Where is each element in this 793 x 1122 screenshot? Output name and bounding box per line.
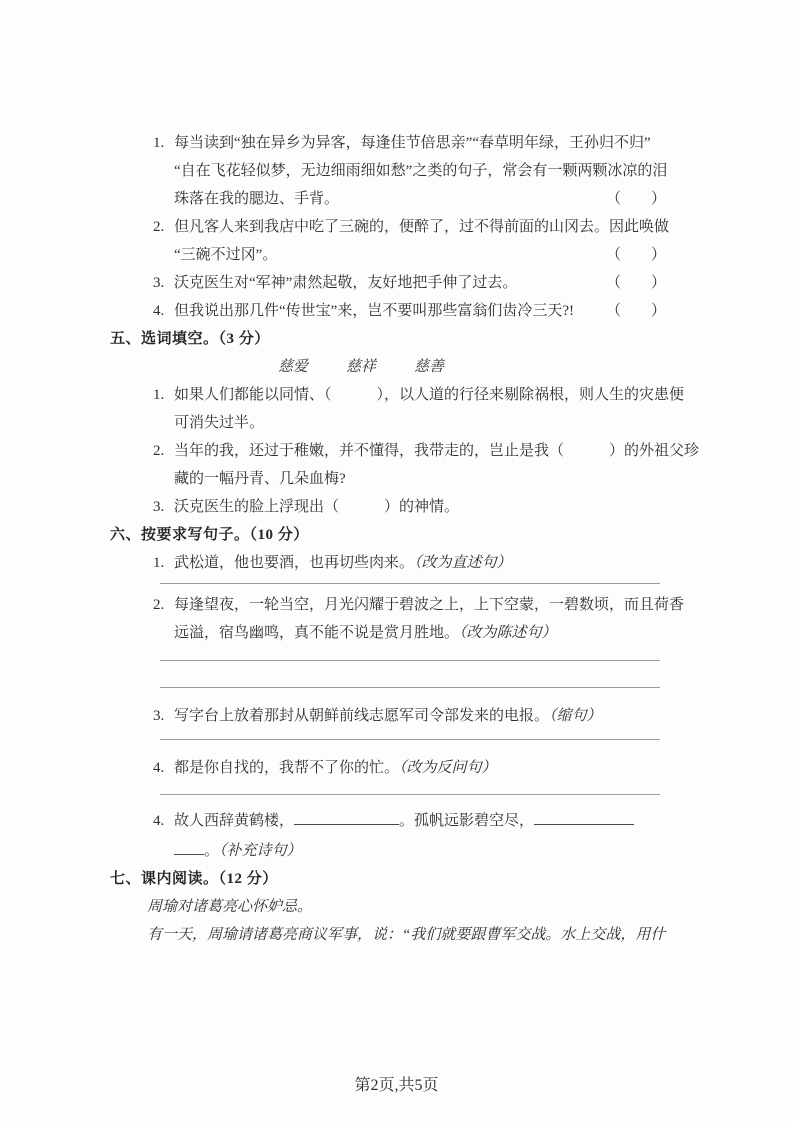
question-number: 4.: [153, 303, 165, 319]
question-line: [153, 702, 666, 730]
question-text: 故人西辞黄鹤楼，: [174, 813, 295, 829]
question-text: 但我说出那几件“传世宝”来，岂不要叫那些富翁们齿冷三天?!: [174, 303, 574, 319]
judgement-brackets: （ ）: [605, 191, 666, 207]
question-text: 。: [204, 843, 220, 859]
judge-question-4: [153, 297, 666, 325]
question-line: [174, 619, 666, 647]
answer-line: [160, 660, 660, 661]
question-number: 4.: [153, 760, 165, 776]
question-number: 3.: [153, 275, 165, 291]
question-line: [153, 297, 666, 325]
question-line: 藏的一幅丹青、几朵血梅?: [174, 471, 346, 487]
question-line: [153, 807, 666, 835]
word-option: 慈祥: [346, 359, 377, 375]
section-5-heading: 五、选词填空。（3 分）: [110, 331, 270, 347]
word-option: 慈善: [414, 359, 445, 375]
question-line: “自在飞花轻似梦，无边细雨细如愁”之类的句子，常会有一颗两颗冰凉的泪: [174, 163, 668, 179]
instruction-text: （改为直述句）: [414, 555, 512, 571]
question-number: 3.: [153, 708, 165, 724]
judgement-brackets: （ ）: [605, 303, 666, 319]
rewrite-question-3: [153, 702, 666, 730]
rewrite-question-1: [153, 549, 666, 577]
instruction-text: （缩句）: [549, 708, 602, 724]
question-text: 沃克医生对“军神”肃然起敬，友好地把手伸了过去。: [174, 275, 518, 291]
question-line: [153, 213, 670, 241]
answer-line: [160, 794, 660, 795]
question-number: 4.: [153, 813, 165, 829]
question-text: 远溢，宿鸟幽鸣，真不能不说是赏月胜地。: [174, 625, 460, 641]
instruction-text: （改为陈述句）: [459, 625, 557, 641]
judgement-brackets: （ ）: [605, 247, 666, 263]
question-number: 2.: [153, 443, 165, 459]
question-text: 但凡客人来到我店中吃了三碗的，便醉了，过不得前面的山冈去。因此唤做: [174, 219, 670, 235]
exam-content: [110, 129, 700, 949]
question-text: “三碗不过冈”。: [174, 247, 278, 263]
instruction-text: （改为反问句）: [399, 760, 497, 776]
section-7-heading: 七、课内阅读。（12 分）: [110, 871, 278, 887]
question-text: 每逢望夜，一轮当空，月光闪耀于碧波之上，上下空蒙，一碧数顷，而且荷香: [174, 597, 685, 613]
rewrite-question-4: [153, 754, 666, 782]
passage-paragraph: 周瑜对诸葛亮心怀妒忌。: [147, 899, 313, 915]
question-number: 3.: [153, 499, 165, 515]
fill-question-1: [153, 381, 685, 437]
question-text: 每当读到“独在异乡为异客，每逢佳节倍思亲”“春草明年绿，王孙归不归”: [174, 135, 651, 151]
question-text: 沃克医生的脸上浮现出（ ）的神情。: [174, 499, 460, 515]
question-line: [153, 381, 685, 409]
judge-question-1: [153, 129, 666, 213]
poem-completion-question: [153, 807, 666, 865]
question-line: [174, 241, 666, 269]
question-text: 写字台上放着那封从朝鲜前线志愿军司令部发来的电报。: [174, 708, 550, 724]
question-number: 1.: [153, 387, 165, 403]
passage-paragraph: 有一天，周瑜请诸葛亮商议军事，说：“我们就要跟曹军交战。水上交战，用什: [147, 927, 666, 943]
question-line: [174, 185, 666, 213]
judge-question-3: [153, 269, 666, 297]
page-footer: 第2页,共5页: [354, 1077, 439, 1094]
word-option: 慈爱: [278, 359, 309, 375]
question-number: 1.: [153, 135, 165, 151]
question-text: 都是你自找的，我帮不了你的忙。: [174, 760, 400, 776]
answer-line: [160, 739, 660, 740]
answer-blank: [174, 840, 204, 855]
answer-blank: [534, 810, 634, 825]
word-bank: [110, 353, 666, 381]
question-line: [153, 129, 666, 157]
answer-blank: [294, 810, 399, 825]
question-text: 珠落在我的腮边、手背。: [174, 191, 340, 207]
question-line: [153, 437, 700, 465]
question-number: 1.: [153, 555, 165, 571]
question-line: 可消失过半。: [174, 415, 265, 431]
question-line: [174, 837, 666, 865]
question-line: [153, 754, 666, 782]
section-6-heading: 六、按要求写句子。（10 分）: [110, 527, 309, 543]
question-text: 。孤帆远影碧空尽，: [399, 813, 535, 829]
question-number: 2.: [153, 219, 165, 235]
answer-line: [160, 687, 660, 688]
question-line: [153, 591, 685, 619]
answer-line: [160, 583, 660, 584]
reading-passage: [110, 893, 666, 949]
question-text: 武松道，他也要酒，也再切些肉来。: [174, 555, 415, 571]
question-text: 当年的我，还过于稚嫩，并不懂得，我带走的，岂止是我（ ）的外祖父珍: [174, 443, 700, 459]
fill-question-2: [153, 437, 700, 493]
question-number: 2.: [153, 597, 165, 613]
question-text: 如果人们都能以同情、（ ），以人道的行径来剔除祸根，则人生的灾患便: [174, 387, 685, 403]
question-line: [153, 269, 666, 297]
rewrite-question-2: [153, 591, 685, 647]
judgement-brackets: （ ）: [605, 275, 666, 291]
question-line: [153, 493, 666, 521]
judge-question-2: [153, 213, 670, 269]
question-line: [153, 549, 666, 577]
fill-question-3: [153, 493, 666, 521]
instruction-text: （补充诗句）: [219, 843, 302, 859]
